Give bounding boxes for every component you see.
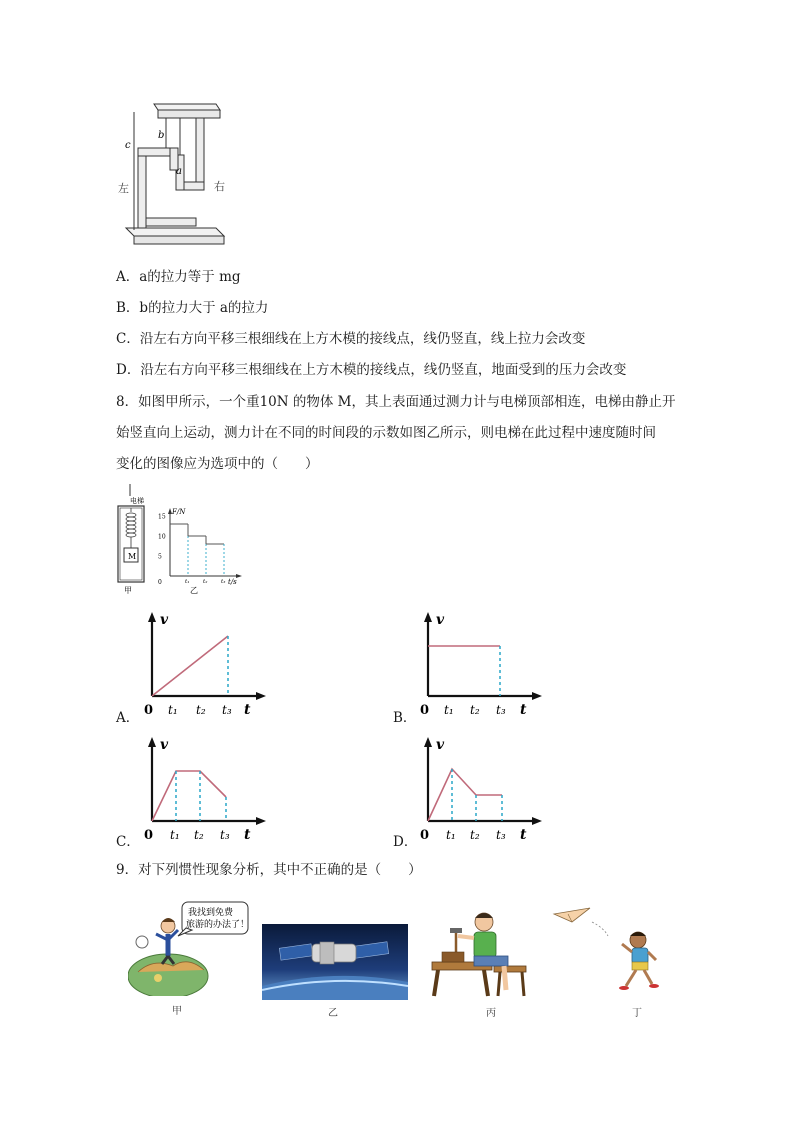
vt-graph-b-svg	[416, 610, 548, 722]
t1-label: t₁	[170, 828, 180, 842]
y-tick-label: 10	[158, 533, 166, 541]
boy-paper-plane-illustration	[550, 900, 680, 996]
v-label: v	[160, 737, 169, 753]
y-tick-label: 15	[158, 513, 166, 521]
elevator-and-force-chart	[110, 484, 250, 596]
spring-scale	[126, 508, 136, 548]
mass-label: M	[128, 552, 137, 561]
q8-line-2: 始竖直向上运动，测力计在不同的时间段的示数如图乙所示，则电梯在此过程中速度随时间	[116, 425, 656, 441]
paper-plane	[554, 908, 590, 922]
label-right: 右	[214, 180, 225, 193]
label-left: 左	[118, 182, 129, 195]
vt-graph-d	[416, 735, 548, 851]
origin-label: 0	[420, 828, 430, 843]
option-letter: B．	[116, 300, 140, 316]
caption-yi: 乙	[328, 1008, 338, 1019]
wooden-frame-diagram	[116, 100, 231, 250]
origin-label: 0	[420, 703, 430, 718]
q8-line-3: 变化的图像应为选项中的（ ）	[116, 456, 319, 472]
t2-label: t₂	[196, 703, 206, 717]
vt-graph-c-svg	[140, 735, 272, 847]
vt-curve	[152, 771, 226, 821]
t1-label: t₁	[446, 828, 456, 842]
caption-jia: 甲	[124, 586, 132, 595]
t2-label: t₂	[194, 828, 204, 842]
hammer-head	[450, 928, 462, 933]
vt-curve	[428, 769, 502, 821]
vt-graph-a-svg	[140, 610, 272, 722]
vt-graph-b	[416, 610, 548, 726]
caption-yi: 乙	[190, 586, 198, 595]
origin-label: 0	[144, 703, 154, 718]
vt-option-c-letter: C．	[116, 834, 140, 850]
t3-label: t₃	[496, 703, 506, 717]
y-tick-0: 0	[158, 579, 162, 586]
speech-bubble-line-2: 旅游的办法了！	[186, 920, 250, 930]
label-c: c	[125, 140, 131, 151]
t3-label: t₃	[496, 828, 506, 842]
wind-icon	[136, 936, 148, 948]
q9-stem: 9．对下列惯性现象分析，其中不正确的是（ ）	[116, 862, 422, 878]
v-label: v	[436, 737, 445, 753]
y-axis-label: F/N	[172, 508, 186, 516]
t3-label: t₃	[222, 703, 232, 717]
option-letter: C．	[116, 331, 140, 347]
vt-graph-c	[140, 735, 272, 851]
q7-option-c	[116, 329, 585, 349]
label-b: b	[158, 130, 165, 141]
space-station-illustration	[262, 924, 408, 1000]
option-text: 沿左右方向平移三根细线在上方木模的接线点，线仍竖直，地面受到的压力会改变	[140, 362, 627, 378]
t2-label: t₂	[470, 828, 480, 842]
t3-label: t₃	[220, 828, 230, 842]
label-a: a	[176, 166, 182, 177]
caption-jia: 甲	[172, 1006, 182, 1017]
x-tick-label: t₂	[203, 579, 208, 585]
hammering-man-illustration	[424, 906, 534, 1002]
vt-graph-d-svg	[416, 735, 548, 847]
option-text: b的拉力大于 a的拉力	[139, 300, 269, 316]
caption-bing: 丙	[486, 1008, 496, 1019]
speech-bubble-line-1: 我找到免费	[188, 908, 234, 918]
caption-ding: 丁	[632, 1008, 642, 1019]
q8-line-1: 8．如图甲所示，一个重10N 的物体 M，其上表面通过测力计与电梯顶部相连，电梯由静止开	[116, 394, 676, 410]
force-time-chart	[158, 508, 242, 586]
t1-label: t₁	[444, 703, 454, 717]
q8-figure	[110, 484, 250, 596]
t-label: t	[520, 827, 527, 843]
t-label: t	[520, 702, 527, 718]
q9-picture-jia	[128, 896, 260, 996]
option-text: 沿左右方向平移三根细线在上方木模的接线点，线仍竖直，线上拉力会改变	[139, 331, 586, 347]
option-letter: A．	[116, 269, 140, 285]
vt-option-d-letter: D．	[393, 834, 418, 850]
t2-label: t₂	[470, 703, 480, 717]
person-on-globe-illustration	[128, 896, 260, 996]
vt-graph-a	[140, 610, 272, 726]
t-label: t	[244, 827, 251, 843]
t-label: t	[244, 702, 251, 718]
elevator-label: 电梯	[130, 497, 144, 505]
x-tick-label: t₁	[185, 579, 190, 585]
q7-option-a	[116, 267, 241, 287]
y-tick-label: 5	[158, 553, 162, 561]
q7-option-b	[116, 298, 268, 318]
v-label: v	[160, 612, 169, 628]
v-label: v	[436, 612, 445, 628]
x-tick-label: t₃	[221, 579, 226, 585]
origin-label: 0	[144, 828, 154, 843]
t1-label: t₁	[168, 703, 178, 717]
vt-curve	[152, 636, 228, 696]
q7-option-d	[116, 360, 626, 380]
option-letter: D．	[116, 362, 141, 378]
q9-picture-bing	[424, 906, 534, 1002]
q7-figure	[116, 100, 231, 250]
x-axis-label: t/s	[228, 578, 237, 586]
q9-picture-ding	[550, 900, 680, 996]
option-text: a的拉力等于 mg	[139, 269, 241, 285]
vt-option-b-letter: B．	[393, 710, 417, 726]
vt-option-a-letter: A．	[116, 710, 140, 726]
q9-picture-yi	[262, 924, 408, 1000]
